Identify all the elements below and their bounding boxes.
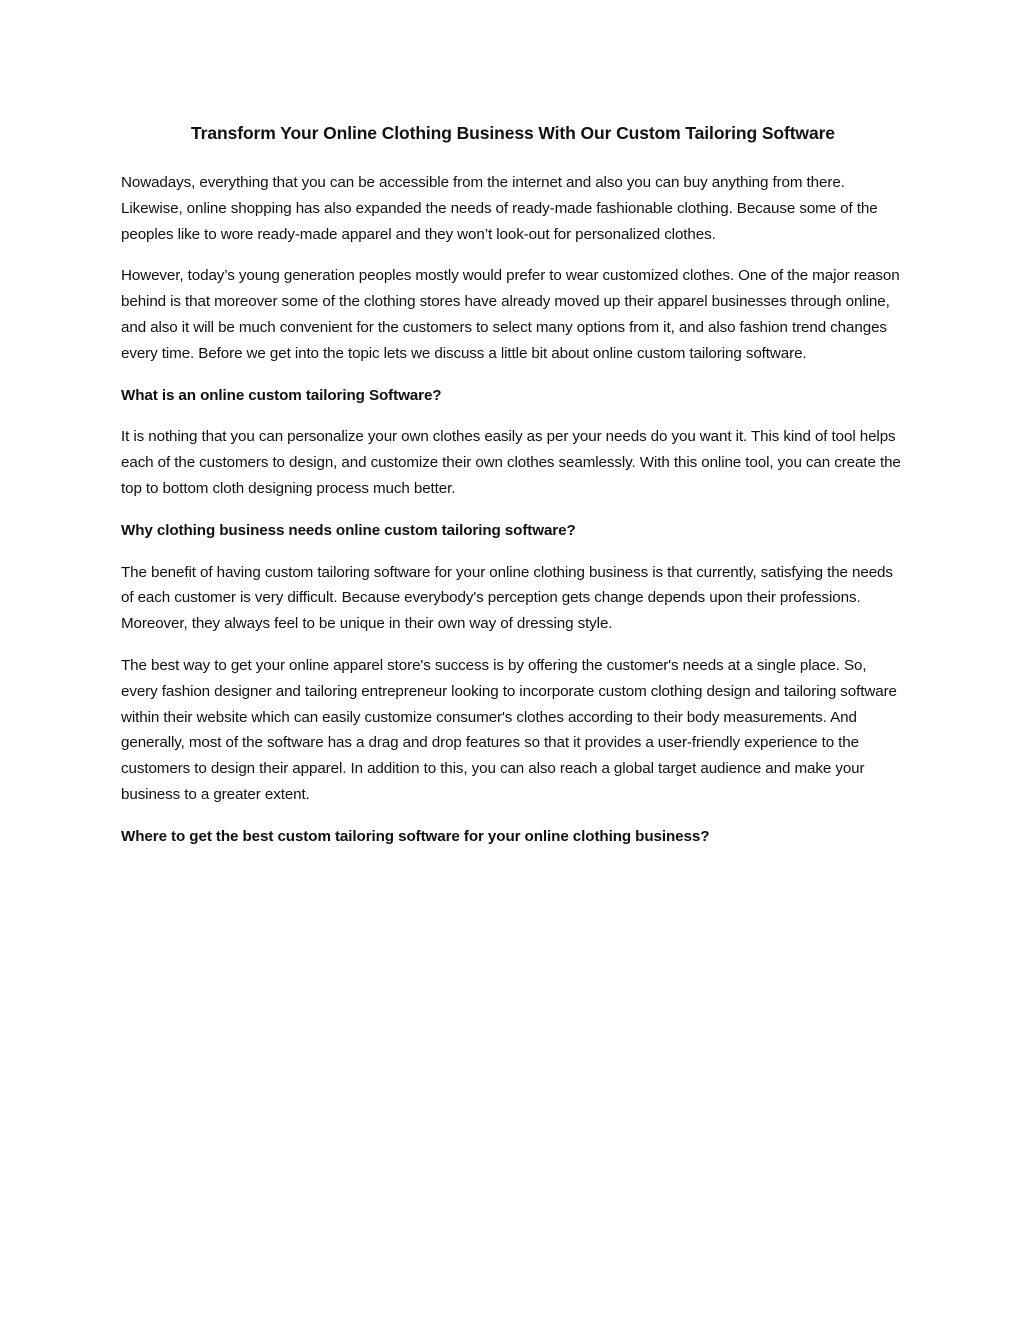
document-title: Transform Your Online Clothing Business With Our Custom Tailoring Software [191,123,835,143]
paragraph-best-way: The best way to get your online apparel store's success is by offering the customer's needs at a single place. So, every fashion designer and tailoring entrepreneur looking to incorporate custom clothing design and tailoring software within their website which can easily customize consumer's clothes according to their body measurements. And generally, most of the software has a drag and drop features so that it provides a user-friendly experience to the customers to design their apparel. In addition to this, you can also reach a global target audience and make your business to a greater extent. [121,656,897,803]
paragraph-what-is: It is nothing that you can personalize your own clothes easily as per your needs do you want it. This kind of tool helps each of the customers to design, and customize their own clothes seamlessly. With this online tool, you can create the top to bottom cloth designing process much better. [121,428,901,497]
paragraph-young-generation: However, today’s young generation peoples mostly would prefer to wear customized clothes. One of the major reason behind is that moreover some of the clothing stores have already moved up their apparel businesses through online, and also it will be much convenient for the customers to select many options from it, and also fashion trend changes every time. Before we get into the topic lets we discuss a little bit about online custom tailoring software. [121,267,900,362]
paragraph-intro: Nowadays, everything that you can be accessible from the internet and also you can buy anything from there. Likewise, online shopping has also expanded the needs of ready-made fashionable clothing. Because some of the peoples like to wore ready-made apparel and they won’t look-out for personalized clothes. [121,174,878,243]
section-heading-why: Why clothing business needs online custom tailoring software? [121,521,576,539]
paragraph-benefit: The benefit of having custom tailoring software for your online clothing business is that currently, satisfying the needs of each customer is very difficult. Because everybody's perception gets change depends upon their professions. Moreover, they always feel to be unique in their own way of dressing style. [121,563,893,633]
document-body [121,118,905,866]
section-heading-where: Where to get the best custom tailoring software for your online clothing business? [121,827,710,845]
section-heading-what-is: What is an online custom tailoring Software? [121,386,442,404]
